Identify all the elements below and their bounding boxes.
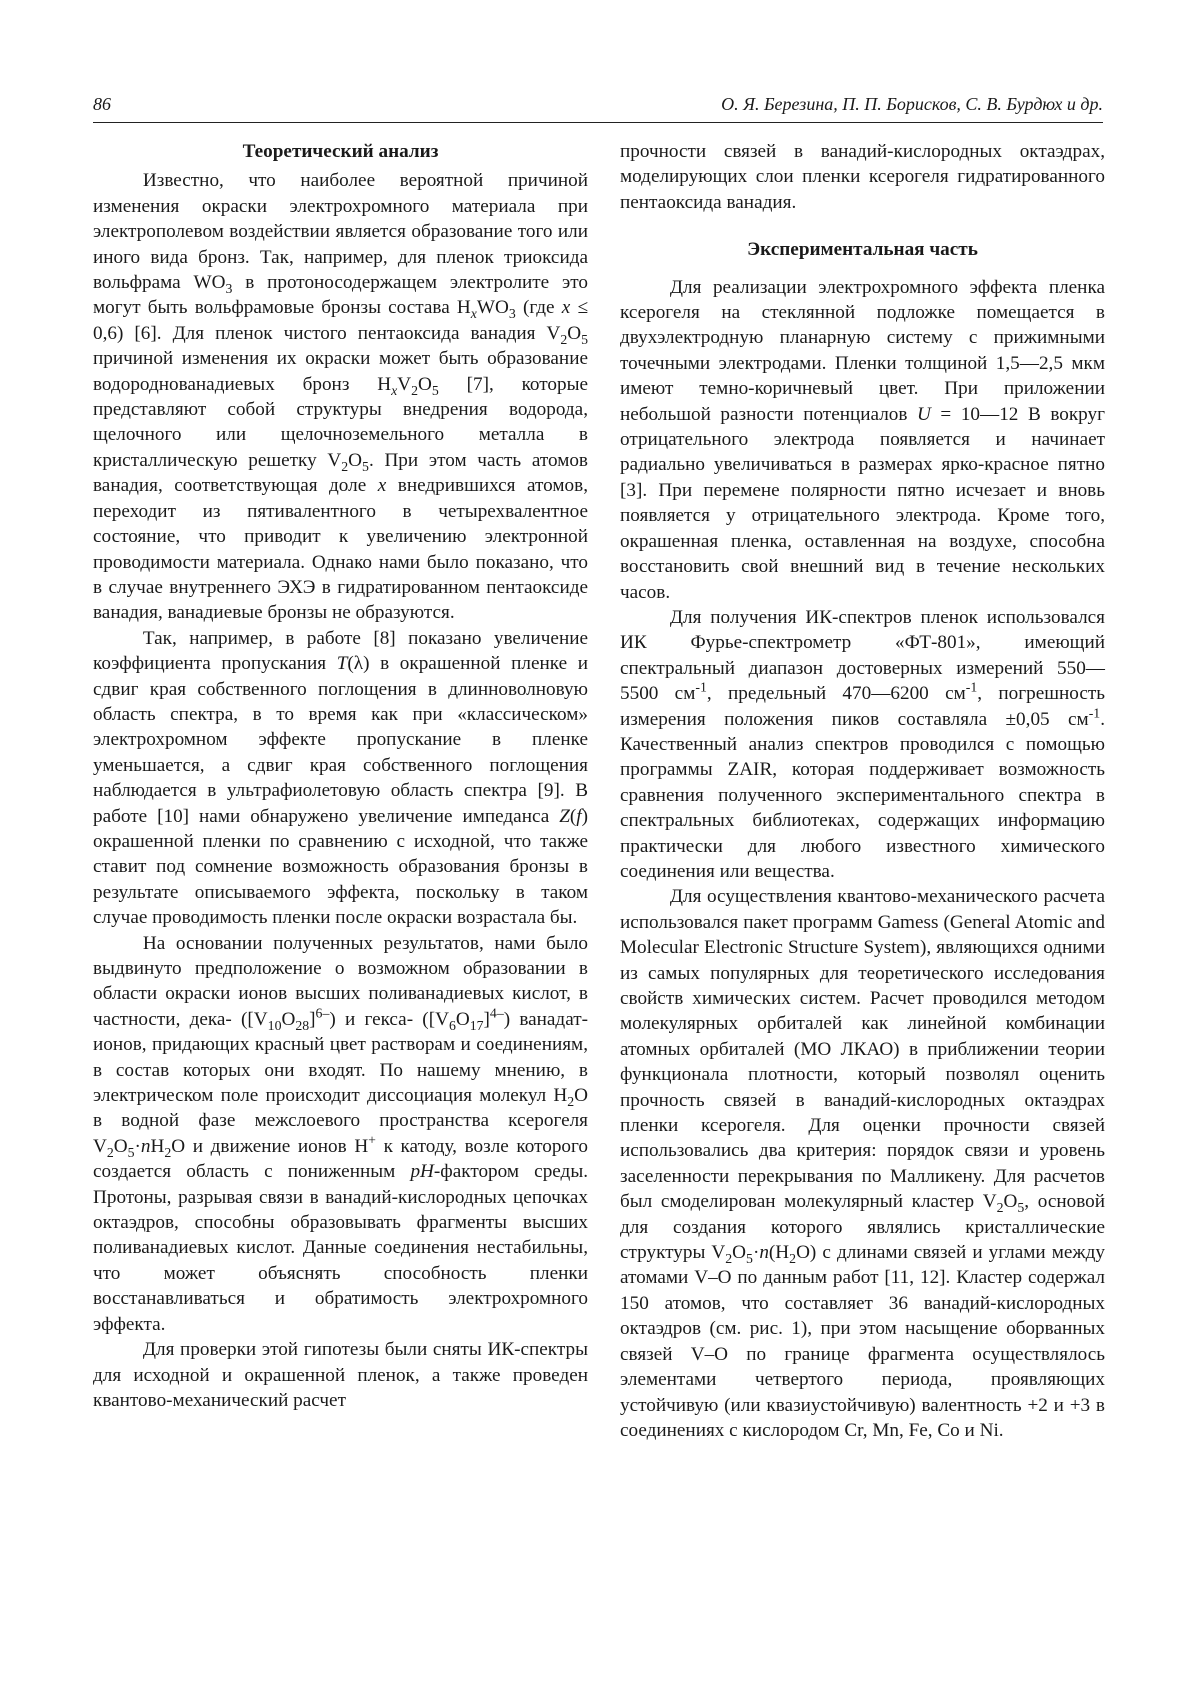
- running-header-authors: О. Я. Березина, П. П. Борисков, С. В. Бурдюх и др.: [721, 94, 1103, 114]
- paragraph: Для проверки этой гипотезы были сняты ИК-спектры для исходной и окрашенной пленок, а также проведен квантово-механический расчет: [93, 1339, 588, 1411]
- page-number: 86: [93, 94, 111, 114]
- paragraph: Известно, что наиболее вероятной причиной изменения окраски электрохромного материала при электрополевом воздействии является образование того или иного вида бронз. Так, например, для пленок триоксида вольфрама $WO_3$ в протоносодержащем электролите это могут быть вольфрамовые бронзы состава $H_xWO_3$ (где x ≤ 0,6) [6]. Для пленок чистого пентаоксида ванадия $V_2O_5$ причиной изменения их окраски может быть образование водороднованадиевых бронз $H_xV_2O_5$ [7], которые представляют собой структуры внедрения водорода, щелочного или щелочноземельного металла в кристаллическую решетку $V_2O_5$. При этом часть атомов ванадия, соответствующая доле x внедрившихся атомов, переходит из пятивалентного в четырехвалентное состояние, что приводит к увеличению электронной проводимости материала. Однако нами было показано, что в случае внутреннего ЭХЭ в гидратированном пентаоксиде ванадия, ванадиевые бронзы не образуются.: [93, 170, 588, 624]
- paragraph: На основании полученных результатов, нами было выдвинуто предположение о возможном образовании в области окраски ионов высших поливанадиевых кислот, в частности, дека- $([V_{10}O_{28}]^{6-})$ и гекса- $([V_6O_{17}]^{4-})$ ванадат-ионов, придающих красный цвет растворам и соединениям, в состав которых они входят. По нашему мнению, в электрическом поле происходит диссоциация молекул $H_2O$ в водной фазе межслоевого пространства ксерогеля $V_2O_5\cdot nH_2O$ и движение ионов H+ к катоду, возле которого создается область с пониженным pH-фактором среды. Протоны, разрывая связи в ванадий-кислородных цепочках октаэдров, способны образовывать фрагменты высших поливанадиевых кислот. Данные соединения нестабильны, что может объяснять способность пленки восстанавливаться и обратимость электрохромного эффекта.: [93, 932, 589, 1335]
- paragraph: Для осуществления квантово-механического расчета использовался пакет программ Gamess (General Atomic and Molecular Electronic Structure System), являющихся одними из самых популярных для теоретического исследования свойств химических систем. Расчет проводился методом молекулярных орбиталей как линейной комбинации атомных орбиталей (МО ЛКАО) в приближении теории функционала плотности, который позволял оценить прочность связей в ванадий-кислородных октаэдрах пленки ксерогеля. Для оценки прочности связей использовались два критерия: порядок связи и уровень заселенности перекрывания по Малликену. Для расчетов был смоделирован молекулярный кластер $V_2O_5$, основой для создания которого являлись кристаллические структуры $V_2O_5\cdot n(H_2O)$ с длинами связей и углами между атомами V–O по данным работ [11, 12]. Кластер содержал 150 атомов, что составляет 36 ванадий-кислородных октаэдров (см. рис. 1), при этом насыщение оборванных связей V–O по границе фрагмента осуществлялось элементами четвертого периода, проявляющих устойчивую (или квазиустойчивую) валентность +2 и +3 в соединениях с кислородом Cr, Mn, Fe, Co и Ni.: [620, 886, 1105, 1441]
- paragraph: Для реализации электрохромного эффекта пленка ксерогеля на стеклянной подложке помещается в двухэлектродную планарную систему с прижимными точечными электродами. Пленки толщиной 1,5—2,5 мкм имеют темно-коричневый цвет. При приложении небольшой разности потенциалов U = 10—12 В вокруг отрицательного электрода появляется и начинает радиально увеличиваться в размерах ярко-красное пятно [3]. При перемене полярности пятно исчезает и вновь появляется у отрицательного электрода. Кроме того, окрашенная пленка, оставленная на воздухе, способна восстановить свой внешний вид в течение нескольких часов.: [620, 276, 1105, 603]
- paragraph: Для получения ИК-спектров пленок использовался ИК Фурье-спектрометр «ФТ-801», имеющий спектральный диапазон достоверных измерений 550—5500 $см^{-1}$, предельный 470—6200 $см^{-1}$, погрешность измерения положения пиков составляла ±0,05 $см^{-1}$. Качественный анализ спектров проводился с помощью программы ZAIR, которая поддерживает возможность сравнения полученного экспериментального спектра в спектральных библиотеках, содержащих информацию практически для любого известного химического соединения или вещества.: [620, 606, 1105, 882]
- paragraph: Так, например, в работе [8] показано увеличение коэффициента пропускания T(λ) в окрашенной пленке и сдвиг края собственного поглощения в длинноволновую область спектра, в то время как при «классическом» электрохромном эффекте пропускание в пленке уменьшается, а сдвиг края собственного поглощения наблюдается в ультрафиолетовую область спектра [9]. В работе [10] нами обнаружено увеличение импеданса Z(f) окрашенной пленки по сравнению с исходной, что также ставит под сомнение возможность образования бронзы в результате описываемого эффекта, поскольку в таком случае проводимость пленки после окраски возрастала бы.: [93, 627, 588, 929]
- right-column: [620, 139, 1105, 1443]
- left-column: [93, 139, 588, 1413]
- running-header: [93, 90, 1103, 123]
- section-heading-theory: Теоретический анализ: [242, 141, 439, 162]
- section-heading-experimental: Экспериментальная часть: [747, 239, 978, 261]
- paragraph-continued: прочности связей в ванадий-кислородных октаэдрах, моделирующих слои пленки ксерогеля гидратированного пентаоксида ванадия.: [620, 141, 1105, 213]
